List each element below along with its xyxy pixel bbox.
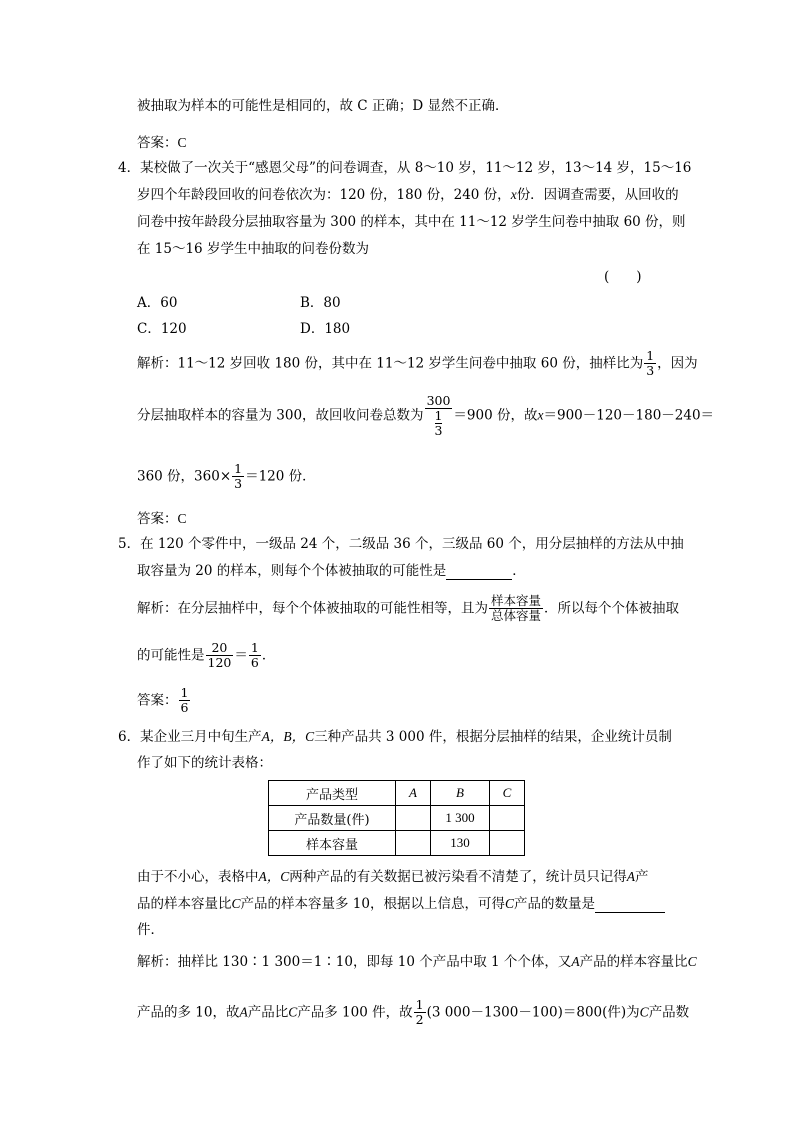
compound-fraction: 300 1 3 [426, 393, 451, 438]
option-a: A．60 [137, 295, 178, 311]
q4-solution-line-2: 分层抽取样本的容量为 300，故回收问卷总数为 300 1 3 ＝900 份，故x＝900－120－180－240＝ [137, 393, 715, 438]
q6-line-1: 6．某企业三月中旬生产A，B，C三种产品共 3 000 件，根据分层抽样的结果，企业统计员制 [118, 729, 672, 745]
q6-line-4: 品的样本容量比C产品的样本容量多 10，根据以上信息，可得C产品的数量是 [137, 897, 665, 913]
q6-solution-line-2: 产品的多 10，故A产品比C产品多 100 件，故 $\frac{1}{2}$ (3 000－1300－100)＝800(件)为C产品数 [137, 997, 690, 1028]
fraction-sample-over-population: $\frac{\text{样本容量}}{\text{总体容量}}$ [491, 593, 542, 624]
q5-solution-line-2: 的可能性是 $\frac{20}{120}$ ＝ $\frac{1}{6}$ ． [137, 640, 276, 671]
table-cell: 产品类型 [269, 781, 396, 806]
table-cell: 130 [431, 831, 490, 856]
q4-line-2: 岁四个年龄段回收的问卷依次为：120 份，180 份，240 份，x份．因调查需要，从回收的 [137, 187, 679, 203]
fraction-one-third-b: $\frac{1}{3}$ [234, 461, 243, 492]
option-d: D．180 [300, 321, 351, 337]
table-row [269, 806, 525, 831]
fraction-one-third: $\frac{1}{3}$ [646, 348, 655, 379]
q4-line-4: 在 15～16 岁学生中抽取的问卷份数为 [137, 241, 369, 257]
option-b: B．80 [300, 295, 341, 311]
table-cell: B [431, 781, 490, 806]
table-row [269, 831, 525, 856]
q4-solution-line-1: 解析：11～12 岁回收 180 份，其中在 11～12 岁学生问卷中抽取 60 份，抽样比为 $\frac{1}{3}$ ，因为 [137, 348, 698, 379]
table-cell [396, 806, 431, 831]
q4-line-1: 4．某校做了一次关于“感恩父母”的问卷调查，从 8～10 岁，11～12 岁，13～14 岁，15～16 [118, 160, 692, 176]
table-cell: 样本容量 [269, 831, 396, 856]
solution-continuation: 被抽取为样本的可能性是相同的，故 C 正确；D 显然不正确． [137, 98, 509, 114]
fraction-20-over-120: $\frac{20}{120}$ [207, 640, 232, 671]
answer-fraction: $\frac{1}{6}$ [180, 685, 189, 716]
q6-solution-line-1: 解析：抽样比 130∶1 300＝1∶10，即每 10 个产品中取 1 个个体，又A产品的样本容量比C [137, 954, 697, 970]
table-cell [490, 831, 525, 856]
table-cell: C [490, 781, 525, 806]
table-cell [490, 806, 525, 831]
fill-blank [446, 565, 512, 580]
q5-line-1: 5．在 120 个零件中，一级品 24 个，二级品 36 个，三级品 60 个，用分层抽样的方法从中抽 [118, 536, 684, 552]
option-c: C．120 [137, 321, 187, 337]
fraction-one-sixth: $\frac{1}{6}$ [250, 640, 259, 671]
fraction-one-half: $\frac{1}{2}$ [415, 997, 424, 1028]
q5-solution-line-1: 解析：在分层抽样中，每个个体被抽取的可能性相等，且为 $\frac{\text{样本容量}}{\text{总体容量}}$ ．所以每个个体被抽取 [137, 593, 680, 624]
statistics-table [268, 780, 525, 856]
q5-line-2: 取容量为 20 的样本，则每个个体被抽取的可能性是 ． [137, 563, 526, 579]
table-cell: A [396, 781, 431, 806]
table-cell [396, 831, 431, 856]
table-cell: 1 300 [431, 806, 490, 831]
q6-line-2: 作了如下的统计表格： [137, 755, 272, 771]
answer-line-q3: 答案：C [137, 135, 187, 151]
fill-blank [595, 898, 665, 913]
q4-solution-line-3: 360 份，360× $\frac{1}{3}$ ＝120 份． [137, 461, 316, 492]
q6-line-3: 由于不小心，表格中A，C两种产品的有关数据已被污染看不清楚了，统计员只记得A产 [137, 869, 649, 885]
table-cell: 产品数量(件) [269, 806, 396, 831]
q4-line-3: 问卷中按年龄段分层抽取容量为 300 的样本，其中在 11～12 岁学生问卷中抽取 60 份，则 [137, 214, 686, 230]
answer-line-q4: 答案：C [137, 511, 187, 527]
answer-bracket: ( ) [604, 269, 642, 285]
table-header-row [269, 781, 525, 806]
q6-line-5: 件． [137, 922, 164, 938]
answer-line-q5: 答案： $\frac{1}{6}$ [137, 685, 189, 716]
